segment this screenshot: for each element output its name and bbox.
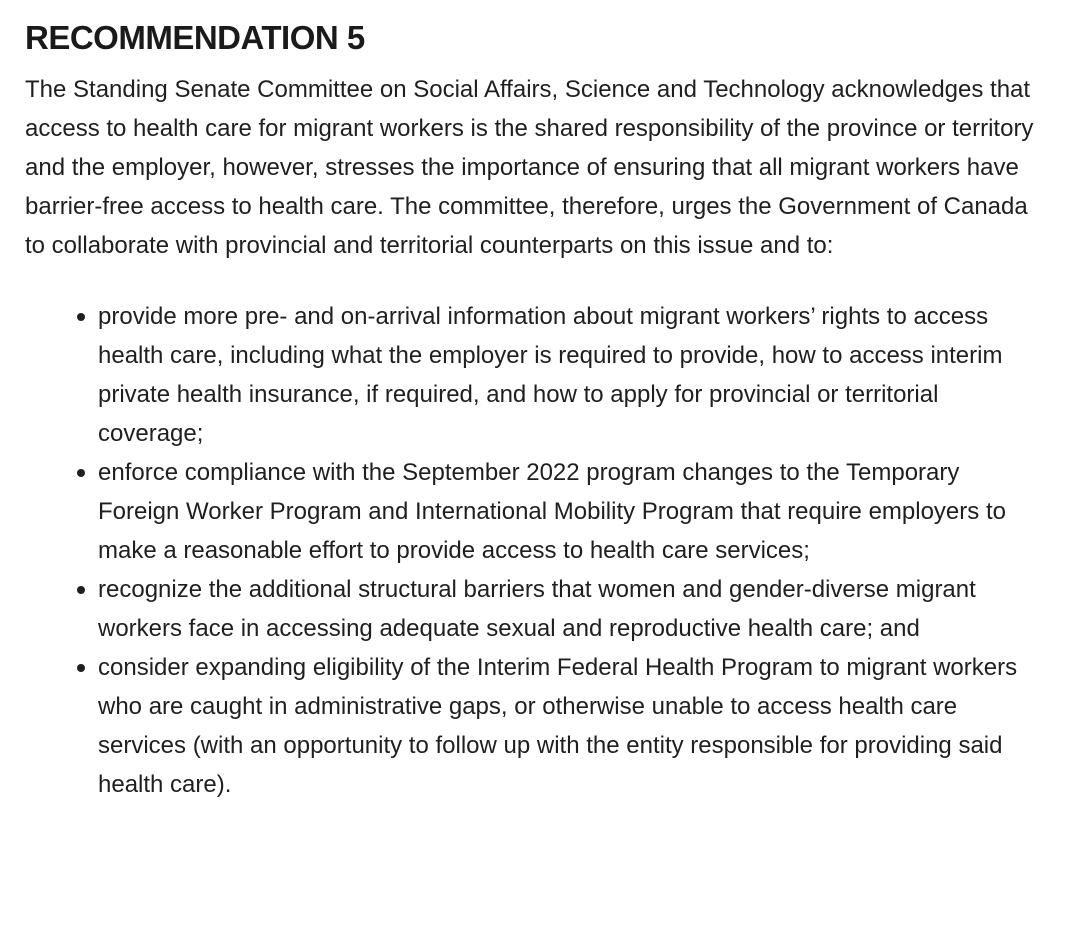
recommendation-heading: RECOMMENDATION 5 <box>25 19 365 56</box>
recommendation-list <box>25 297 1040 804</box>
list-item: consider expanding eligibility of the Interim Federal Health Program to migrant workers who are caught in administrative gaps, or otherwise unable to access health care services (with an opportunity to follow up with the entity responsible for providing said health care). <box>98 648 1028 804</box>
list-item: recognize the additional structural barriers that women and gender-diverse migrant workers face in accessing adequate sexual and reproductive health care; and <box>98 570 1028 648</box>
list-item: enforce compliance with the September 2022 program changes to the Temporary Foreign Worker Program and International Mobility Program that require employers to make a reasonable effort to provide access to health care services; <box>98 453 1028 570</box>
list-item: provide more pre- and on-arrival information about migrant workers’ rights to access health care, including what the employer is required to provide, how to access interim private health insurance, if required, and how to apply for provincial or territorial coverage; <box>98 297 1028 453</box>
recommendation-intro: The Standing Senate Committee on Social Affairs, Science and Technology acknowledges that access to health care for migrant workers is the shared responsibility of the province or territory and the employer, however, stresses the importance of ensuring that all migrant workers have barrier-free access to health care. The committee, therefore, urges the Government of Canada to collaborate with provincial and territorial counterparts on this issue and to: <box>25 76 1034 259</box>
